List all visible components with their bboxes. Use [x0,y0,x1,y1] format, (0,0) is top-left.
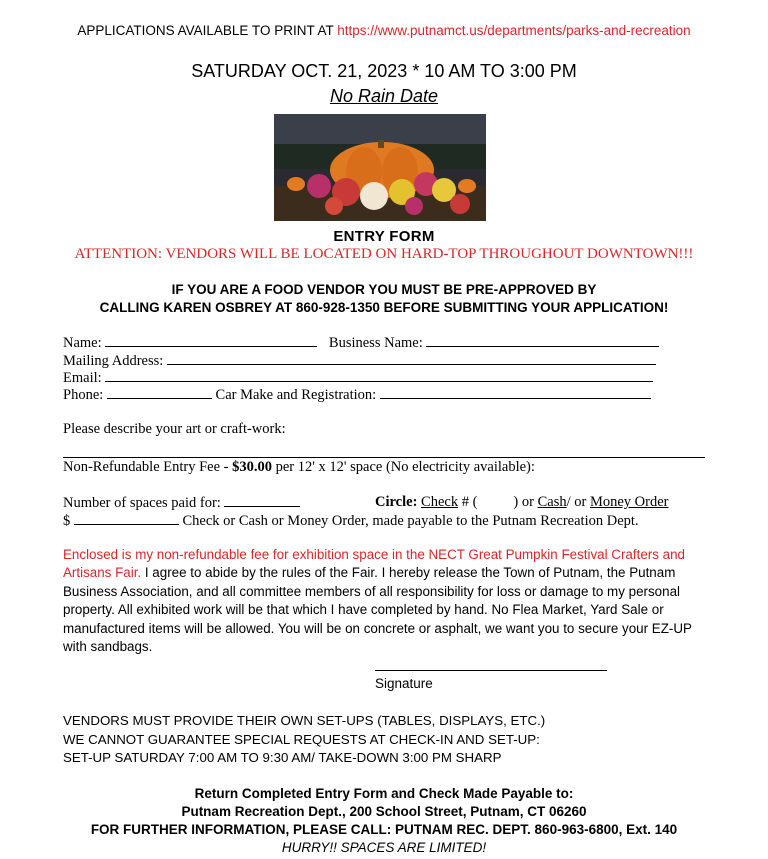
address-line: Putnam Recreation Dept., 200 School Street, Putnam, CT 06260 [181,804,587,819]
fee-suffix: per 12' x 12' space (No electricity available): [272,459,535,475]
business-name-field[interactable] [426,334,659,347]
food-vendor-notice-2: CALLING KAREN OSBREY AT 860-928-1350 BEFORE SUBMITTING YOUR APPLICATION! [99,300,669,315]
describe-field[interactable] [63,457,705,458]
dollar-sign: $ [63,513,71,529]
applications-line [0,23,768,38]
signature-field[interactable] [375,670,607,671]
fee-amount: $30.00 [232,459,272,475]
food-vendor-notice-1: IF YOU ARE A FOOD VENDOR YOU MUST BE PRE-APPROVED BY [171,282,597,297]
name-row [63,334,659,352]
info-line: FOR FURTHER INFORMATION, PLEASE CALL: PUTNAM REC. DEPT. 860-963-6800, Ext. 140 [90,822,678,837]
email-row [63,369,653,387]
dollar-row [63,512,639,530]
pumpkin-mums-photo-icon [274,114,486,221]
mailing-address-label: Mailing Address: [63,353,164,369]
vendor-rule-1: VENDORS MUST PROVIDE THEIR OWN SET-UPS (TABLES, DISPLAYS, ETC.) [63,713,546,728]
attention-notice: ATTENTION: VENDORS WILL BE LOCATED ON HARD-TOP THROUGHOUT DOWNTOWN!!! [74,246,694,262]
spaces-label: Number of spaces paid for: [63,495,221,511]
name-field[interactable] [105,334,317,347]
applications-url-link[interactable]: https://www.putnamct.us/departments/parks-and-recreation [337,23,691,38]
agreement-text: I agree to abide by the rules of the Fair. I hereby release the Town of Putnam, the Putnam Business Association, and all committee members of all responsibility for loss or damage to my personal property. All exhibited work will be that which I have completed by hand. No Flea Market, Yard Sale or manufactured items will be allowed. You will be on concrete or asphalt, we want you to secure your EZ-UP with sandbags. [63,565,692,655]
cash-option[interactable]: Cash [537,494,567,510]
fee-prefix: Non-Refundable Entry Fee - [63,459,233,475]
event-date: SATURDAY OCT. 21, 2023 * 10 AM TO 3:00 PM [191,61,577,81]
describe-label: Please describe your art or craft-work: [63,421,286,437]
phone-row [63,386,651,404]
return-line: Return Completed Entry Form and Check Made Payable to: [194,786,574,801]
mailing-row [63,352,656,370]
spaces-field[interactable] [224,494,300,507]
name-label: Name: [63,335,102,351]
phone-label: Phone: [63,387,104,403]
money-order-option[interactable]: Money Order [589,494,669,510]
mailing-address-field[interactable] [167,352,656,365]
entry-form-title: ENTRY FORM [333,228,435,245]
rain-date: No Rain Date [329,86,439,106]
hurry-line: HURRY!! SPACES ARE LIMITED! [281,840,487,855]
business-name-label: Business Name: [328,335,423,351]
vendor-rule-2: WE CANNOT GUARANTEE SPECIAL REQUESTS AT CHECK-IN AND SET-UP: [63,731,540,747]
or-text: ) or [513,494,538,510]
or-text-2: / or [566,494,590,510]
email-field[interactable] [105,369,653,382]
car-field[interactable] [380,386,651,399]
amount-field[interactable] [74,512,179,525]
circle-label: Circle: [375,494,418,510]
pumpkin-photo [274,114,486,221]
signature-label: Signature [375,676,433,691]
agreement-red-text: Enclosed is my non-refundable fee for exhibition space in the NECT Great Pumpkin Festival Crafters and Artisans Fair. [63,547,685,581]
applications-text: APPLICATIONS AVAILABLE TO PRINT AT [77,23,338,38]
circle-row [375,494,668,511]
phone-field[interactable] [107,386,212,399]
vendor-rule-3: SET-UP SATURDAY 7:00 AM TO 9:30 AM/ TAKE-DOWN 3:00 PM SHARP [63,750,502,765]
payable-text: Check or Cash or Money Order, made payable to the Putnam Recreation Dept. [182,513,639,529]
check-option[interactable]: Check [421,494,459,510]
spaces-row [63,494,300,512]
car-label: Car Make and Registration: [215,387,377,403]
agreement-paragraph [63,546,707,656]
email-label: Email: [63,370,102,386]
fee-line [63,459,535,476]
check-number-open: # ( [458,494,478,510]
vendor-rules [63,712,545,768]
